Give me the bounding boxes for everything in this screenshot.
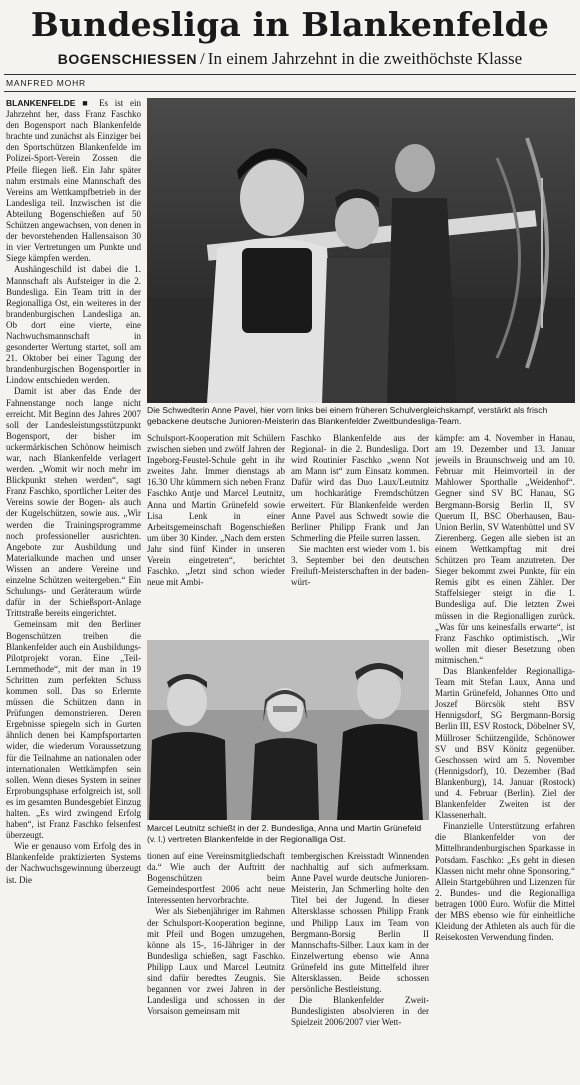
- column-3-middle: [291, 433, 429, 633]
- photo2-caption: Marcel Leutnitz schießt in der 2. Bundesliga, Anna und Martin Grünefeld (v. l.) vertreten Blankenfelde in der Regionalliga Ost.: [147, 823, 422, 844]
- paragraph: Schulsport-Kooperation mit Schülern zwischen sieben und zwölf Jahren der Ingeborg-Feustel-Schule geht in ihr zweites Jahr. Immer dienstags ab 16.30 Uhr kümmern sich neben Franz Faschko Antje und Marcel Leutnitz, Anna und Martin Grünefeld sowie Lisa Lenk in einer Arbeitsgemeinschaft Bogenschießen um über 30 Kinder. „Nach dem ersten Jahr sind fünf Kinder in unseren Verein eingetreten“, berichtet Faschko. „Jetzt sind schon wieder neue mit Ambi-: [147, 433, 285, 588]
- archers-illustration: [147, 98, 575, 403]
- paragraph: tionen auf eine Vereinsmitgliedschaft da.“ Wie auch der Auftritt der Bogenschützen beim Gemeindesportfest 2006 acht neue Interessenten hervorbrachte.: [147, 851, 285, 906]
- paragraph: Gemeinsam mit den Berliner Bogenschützen treiben die Blankenfelder auch ein Ausbildungs-Pilotprojekt voran. Eine „Teil-Lernmethode“, mit der man in 19 Schritten zum perfekten Schuss kommen soll. Das so Erlernte müssen die Schützen dann in Prüfungen demonstrieren. Deren Ergebnisse spiegeln sich in Gurten ähnlich denen bei Kampfsportarten wider, die wiederum Voraussetzung für die Teilnahme an nationalen oder internationalen Wettkämpfen sein sollen. Wenn dieses System in seiner Erprobungsphase erfolgreich ist, soll es im gesamten Bundesgebiet Einzug halten. „Es wird zwingend Erfolg haben“, ist Franz Faschko felsenfest überzeugt.: [6, 619, 141, 841]
- author-rule: [4, 91, 576, 92]
- column-2-middle: [147, 433, 285, 633]
- paragraph: tembergischen Kreisstadt Winnenden nachhaltig auf sich aufmerksam. Anne Pavel wurde deutsche Junioren-Meisterin, Jan Schmerling holte den Titel bei der Jugend. In dieser Altersklasse schossen Philipp Frank und Philipp Laux im Team von Bergmann-Borsig Berlin II Mannschafts-Silber. Laux kam in der Einzelwertung ebenso wie Anna Grünefeld ins gute Mittelfeld ihrer Altersklassen. Beide schossen persönliche Bestleistung.: [291, 851, 429, 995]
- column-1: [6, 98, 141, 1080]
- paragraph: Die Blankenfelder Zweit-Bundesligisten absolvieren in der Spielzeit 2006/2007 vier Wett-: [291, 995, 429, 1028]
- subheadline-row: [0, 48, 580, 70]
- team-illustration: [147, 640, 429, 820]
- kicker: BOGENSCHIESSEN: [57, 51, 198, 67]
- column-2-bottom: [147, 851, 285, 1080]
- headline: Bundesliga in Blankenfelde: [30, 5, 550, 44]
- subheadline: In einem Jahrzehnt in die zweithöchste Klasse: [207, 49, 523, 68]
- paragraph: kämpfe: am 4. November in Hanau, am 19. Dezember und 13. Januar jeweils in Braunschweig und am 10. Februar mit Heimvorteil in der Mahlower Sporthalle „Weidenhof“. Gegner sind SV BC Hanau, SG Bergmann-Borsig Berlin II, SV Querum II, BSC Oberhausen, Bau-Union Berlin, SV Watenbüttel und SV Zierenberg. Gegen alle sieben ist an einem Wettkampftag mit drei Schützen pro Team anzutreten. Der Sieger bekommt zwei Punkte, für ein Remis gibt es einen Zähler. Der Staffelsieger steigt in die 1. Bundesliga auf. Die letzten Zwei müssen in die Regionalligen zurück. „Was für uns keinesfalls erwarte“, ist Franz Faschko optimistisch. „Wir wollen mit dieser Besetzung oben mitmischen.“: [435, 433, 575, 665]
- paragraph: Wie er genauso vom Erfolg des in Blankenfelde praktizierten Systems der Nachwuchsgewinnung überzeugt ist. Die: [6, 841, 141, 885]
- top-rule: [4, 74, 576, 75]
- archers-photo: [147, 98, 575, 403]
- separator: /: [200, 49, 205, 68]
- paragraph: BLANKENFELDE ■ Es ist ein Jahrzehnt her, dass Franz Faschko den Bogensport nach Blankenfelde brachte und zunächst als Einziger bei den Sportschützen Blankenfelde im Polizei-Sport-Verein Zossen die Pfeile fliegen ließ. Ein Jahr später nahm erstmals eine Mannschaft des Vereins am Wettkampfbetrieb in der Landesliga teil. Inzwischen ist die Abteilung Bogenschießen auf 50 Schützen angewachsen, von denen in der bevorstehenden Hallensaison 30 in vier Vertretungen um Punkte und Siege kämpfen werden.: [6, 98, 141, 264]
- paragraph: Das Blankenfelder Regionalliga-Team mit Stefan Laux, Anna und Martin Grünefeld, Johannes Otto und Joszef Börcsök steht BSV Hennigsdorf, SG Bergmann-Borsig Berlin III, ESV Rostock, Döbelner SV, Müllroser Schützengilde, Schönower SV und BSV Könitz gegenüber. Geschossen wird am 5. November (Hennigsdorf), 10. Dezember (Bad Blankenburg), 14. Januar (Rostock) und 4. Februar (Berlin). Ziel der Blankenfelder Zweiten ist der Klassenerhalt.: [435, 665, 575, 821]
- paragraph: Aushängeschild ist dabei die 1. Mannschaft als Aufsteiger in die 2. Bundesliga. Ein Team tritt in der Regionalliga Ost, ein weiteres in der brandenburgischen Landesliga an. Ob dort eine vierte, eine Nachwuchsmannschaft in gesonderter Wertung startet, soll am 21. Oktober bei einer Tagung der brandenburgischen Bogensportler in Lindow entschieden werden.: [6, 264, 141, 386]
- column-3-bottom: [291, 851, 429, 1080]
- paragraph: Finanzielle Unterstützung erfahren die Blankenfelder von der Mittelbrandenburgischen Sparkasse in Potsdam. Faschko: „Es geht in diesen Klassen nicht mehr ohne Sponsoring.“ Allein Startgebühren und Lizenzen für 2. Bundes- und die Regionalliga betragen 1000 Euro. Wofür die Mittel der MBS ebenso wie für einheitliche Kleidung der Athleten als auch für die Reisekosten Verwendung finden.: [435, 821, 575, 943]
- paragraph: Damit ist aber das Ende der Fahnenstange noch lange nicht erreicht. Mit Beginn des Jahres 2007 soll der Landesleistungsstützpunkt Bogensport, der bisher im uckermärkischen Schönow heimisch war, nach Blankenfelde verlagert werden. „Womit wir noch mehr im Blickpunkt stehen werden“, sagt Franz Faschko, sportlicher Leiter des Vereins sowie der Bogen- als auch der Kugelschützen, sowie aus. „Wir werden die Trainingsprogramme noch professioneller ausrichten. Angebote zur Ausbildung und Materialkunde machen und unser Wissen an andere Vereine und einzelne Schützen weitergeben.“ Ein Schulungs- und Geräteraum würde dafür in der Schießsport-Anlage Trittstraße bereits eingerichtet.: [6, 386, 141, 619]
- paragraph: Faschko Blankenfelde aus der Regional- in die 2. Bundesliga. Dort wird Routinier Faschko „wenn Not am Mann ist“ zum Einsatz kommen. Dafür wird das Duo Laux/Leutnitz um hochkarätige Fremdschützen erweitert. Für Blankenfelde werden Anne Pavel aus Schwedt sowie die Berliner Philipp Frank und Jan Schmerling die Pfeile surren lassen.: [291, 433, 429, 543]
- dateline: BLANKENFELDE: [6, 98, 76, 108]
- photo1-caption: Die Schwedterin Anne Pavel, hier vorn links bei einem früheren Schulvergleichskampf, verstärkt als frisch gebackene deutsche Junioren-Meisterin das Blankenfelder Zweitbundesliga-Team.: [147, 405, 548, 426]
- paragraph: Sie machten erst wieder vom 1. bis 3. September bei den deutschen Freiluft-Meisterschaften in der baden-würt-: [291, 543, 429, 588]
- paragraph: Wer als Siebenjähriger im Rahmen der Schulsport-Kooperation beginne, mit Pfeil und Bogen umzugehen, könne als 15-, 16-Jähriger in der Bundesliga schießen, sagt Faschko. Philipp Laux und Marcel Leutnitz sind dafür beredtes Zeugnis. Sie begannen vor zwei Jahren in der Landesliga und schossen in der Vorsaison gemeinsam mit: [147, 906, 285, 1017]
- column-4: [435, 433, 575, 1080]
- team-photo: [147, 640, 429, 820]
- author: MANFRED MOHR: [6, 78, 86, 88]
